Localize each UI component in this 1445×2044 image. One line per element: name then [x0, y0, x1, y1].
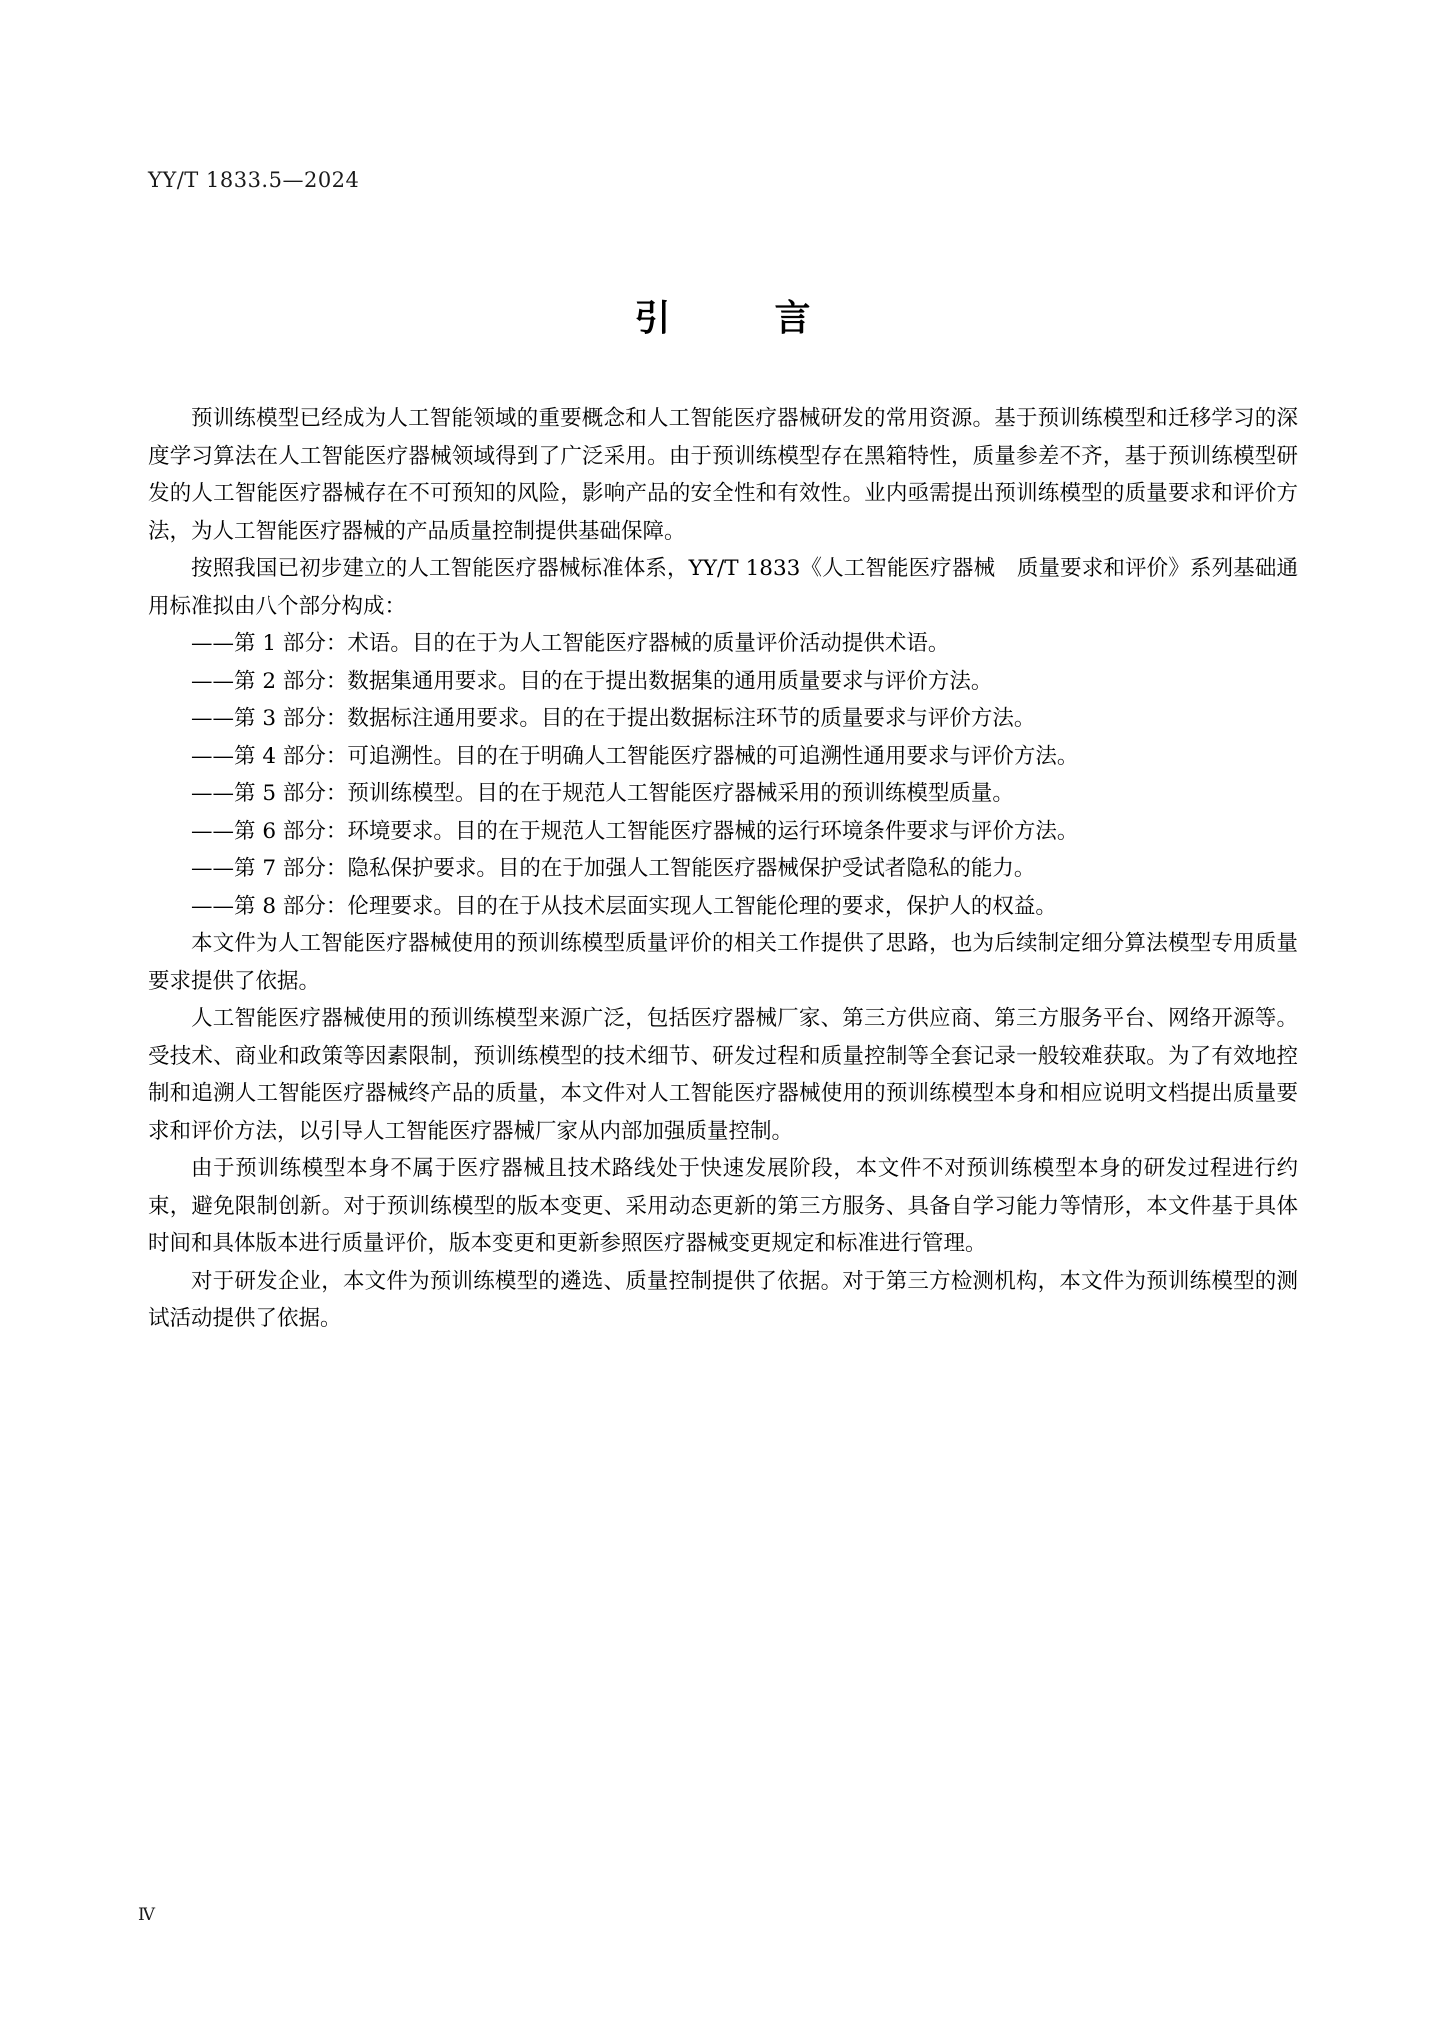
paragraph: 本文件为人工智能医疗器械使用的预训练模型质量评价的相关工作提供了思路，也为后续制定细分算法模型专用质量要求提供了依据。: [148, 931, 1298, 994]
paragraph: 预训练模型已经成为人工智能领域的重要概念和人工智能医疗器械研发的常用资源。基于预训练模型和迁移学习的深度学习算法在人工智能医疗器械领域得到了广泛采用。由于预训练模型存在黑箱特性，质量参差不齐，基于预训练模型研发的人工智能医疗器械存在不可预知的风险，影响产品的安全性和有效性。业内亟需提出预训练模型的质量要求和评价方法，为人工智能医疗器械的产品质量控制提供基础保障。: [148, 406, 1298, 544]
paragraph: 对于研发企业，本文件为预训练模型的遴选、质量控制提供了依据。对于第三方检测机构，本文件为预训练模型的测试活动提供了依据。: [148, 1268, 1298, 1331]
paragraph: 由于预训练模型本身不属于医疗器械且技术路线处于快速发展阶段，本文件不对预训练模型本身的研发过程进行约束，避免限制创新。对于预训练模型的版本变更、采用动态更新的第三方服务、具备自学习能力等情形，本文件基于具体时间和具体版本进行质量评价，版本变更和更新参照医疗器械变更规定和标准进行管理。: [148, 1156, 1298, 1256]
list-item: ——第 5 部分：预训练模型。目的在于规范人工智能医疗器械采用的预训练模型质量。: [191, 781, 1014, 806]
document-body: [148, 400, 1298, 1338]
standard-code-header: YY/T 1833.5—2024: [148, 168, 360, 192]
list-item: ——第 2 部分：数据集通用要求。目的在于提出数据集的通用质量要求与评价方法。: [191, 668, 993, 694]
list-item: ——第 8 部分：伦理要求。目的在于从技术层面实现人工智能伦理的要求，保护人的权益。: [191, 893, 1057, 919]
list-item: ——第 1 部分：术语。目的在于为人工智能医疗器械的质量评价活动提供术语。: [191, 631, 950, 656]
list-item: ——第 6 部分：环境要求。目的在于规范人工智能医疗器械的运行环境条件要求与评价方法。: [191, 818, 1079, 844]
paragraph: 人工智能医疗器械使用的预训练模型来源广泛，包括医疗器械厂家、第三方供应商、第三方服务平台、网络开源等。受技术、商业和政策等因素限制，预训练模型的技术细节、研发过程和质量控制等全套记录一般较难获取。为了有效地控制和追溯人工智能医疗器械终产品的质量，本文件对人工智能医疗器械使用的预训练模型本身和相应说明文档提出质量要求和评价方法，以引导人工智能医疗器械厂家从内部加强质量控制。: [148, 1006, 1298, 1144]
paragraph: 按照我国已初步建立的人工智能医疗器械标准体系，YY/T 1833《人工智能医疗器械 质量要求和评价》系列基础通用标准拟由八个部分构成：: [148, 556, 1298, 619]
list-item: ——第 4 部分：可追溯性。目的在于明确人工智能医疗器械的可追溯性通用要求与评价方法。: [191, 743, 1079, 769]
page-number: Ⅳ: [138, 1905, 155, 1925]
list-item: ——第 3 部分：数据标注通用要求。目的在于提出数据标注环节的质量要求与评价方法。: [191, 706, 1036, 731]
list-item: ——第 7 部分：隐私保护要求。目的在于加强人工智能医疗器械保护受试者隐私的能力。: [191, 856, 1036, 881]
page-title: 引 言: [634, 297, 845, 339]
